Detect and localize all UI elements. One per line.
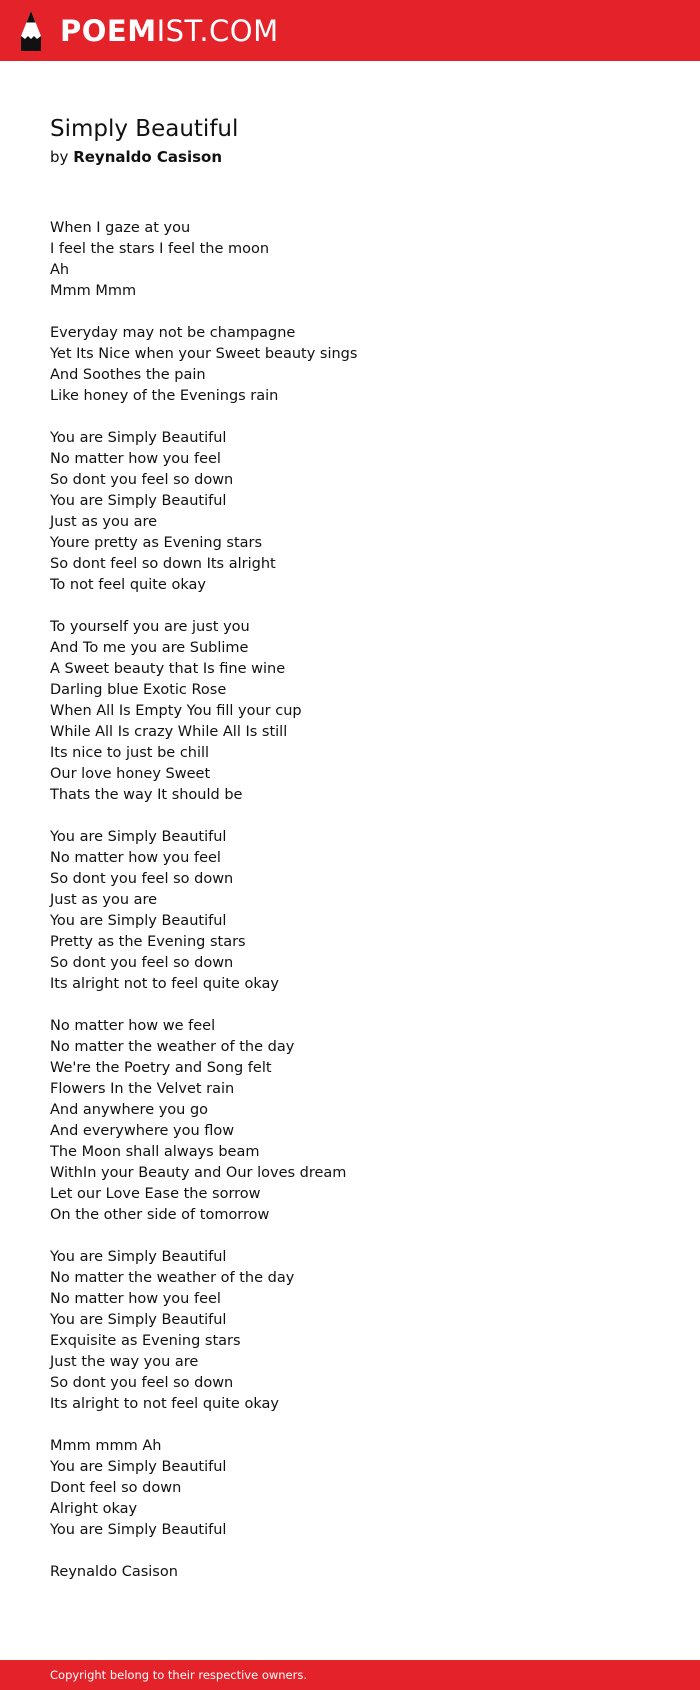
poem-line: And Soothes the pain [50, 367, 206, 383]
brand-bold-text: POEM [60, 14, 157, 48]
poem-line: Alright okay [50, 1501, 138, 1517]
poem-line: Pretty as the Evening stars [50, 934, 246, 950]
pencil-tip-icon [18, 10, 44, 52]
poem-line: No matter how you feel [50, 850, 221, 866]
poem-line: Mmm Mmm [50, 283, 137, 299]
poem-line: And anywhere you go [50, 1102, 209, 1118]
poem-line: I feel the stars I feel the moon [50, 241, 270, 257]
site-footer [0, 1660, 700, 1690]
poem-line: Let our Love Ease the sorrow [50, 1186, 261, 1202]
poem-line: And To me you are Sublime [50, 640, 249, 656]
poem-line: You are Simply Beautiful [50, 430, 227, 446]
poem-line: While All Is crazy While All Is still [50, 724, 288, 740]
poem-line: You are Simply Beautiful [50, 913, 227, 929]
poem-line: So dont you feel so down [50, 955, 234, 971]
poem-line: To not feel quite okay [50, 577, 206, 593]
poem-title: Simply Beautiful [50, 116, 239, 142]
poem-line: Like honey of the Evenings rain [50, 388, 279, 404]
poem-line: You are Simply Beautiful [50, 829, 227, 845]
poem-stanza [50, 218, 650, 302]
poem-line: Our love honey Sweet [50, 766, 211, 782]
poem-line: Dont feel so down [50, 1480, 182, 1496]
poem-line: No matter how you feel [50, 451, 221, 467]
poem-content [50, 113, 650, 1583]
poem-line: You are Simply Beautiful [50, 1522, 227, 1538]
poem-line: Flowers In the Velvet rain [50, 1081, 235, 1097]
poem-byline [50, 147, 650, 167]
poem-line: So dont you feel so down [50, 871, 234, 887]
poem-line: Everyday may not be champagne [50, 325, 296, 341]
site-header [0, 0, 700, 61]
poem-line: You are Simply Beautiful [50, 1312, 227, 1328]
poem-line: Mmm mmm Ah [50, 1438, 162, 1454]
brand-light-text: IST.COM [156, 14, 279, 48]
poem-line: Exquisite as Evening stars [50, 1333, 241, 1349]
poem-line: Darling blue Exotic Rose [50, 682, 227, 698]
poem-line: No matter the weather of the day [50, 1039, 295, 1055]
poem-line: You are Simply Beautiful [50, 493, 227, 509]
poem-line: So dont feel so down Its alright [50, 556, 276, 572]
poem-line: So dont you feel so down [50, 472, 234, 488]
byline-prefix: by [50, 148, 69, 166]
poem-line: Ah [50, 262, 70, 278]
poem-line: Just as you are [50, 892, 158, 908]
site-logo[interactable] [18, 10, 279, 52]
poem-line: When All Is Empty You fill your cup [50, 703, 302, 719]
poem-line: On the other side of tomorrow [50, 1207, 270, 1223]
site-brand [60, 10, 279, 52]
poem-line: Its nice to just be chill [50, 745, 210, 761]
poem-line: You are Simply Beautiful [50, 1459, 227, 1475]
poem-stanza [50, 1016, 650, 1226]
poem-line: We're the Poetry and Song felt [50, 1060, 272, 1076]
poem-line: To yourself you are just you [50, 619, 250, 635]
poem-line: Yet Its Nice when your Sweet beauty sings [50, 346, 358, 362]
poem-stanza [50, 1436, 650, 1541]
poem-line: A Sweet beauty that Is fine wine [50, 661, 286, 677]
poem-line: So dont you feel so down [50, 1375, 234, 1391]
poem-line: Youre pretty as Evening stars [50, 535, 263, 551]
poem-stanza [50, 827, 650, 995]
poem-line: Just as you are [50, 514, 158, 530]
poem-line: No matter how we feel [50, 1018, 216, 1034]
poem-stanza [50, 1247, 650, 1415]
poem-line: No matter the weather of the day [50, 1270, 295, 1286]
poem-line: No matter how you feel [50, 1291, 221, 1307]
poem-line: The Moon shall always beam [50, 1144, 260, 1160]
poem-line: Its alright not to feel quite okay [50, 976, 279, 992]
poem-line: Its alright to not feel quite okay [50, 1396, 279, 1412]
poem-stanza [50, 323, 650, 407]
footer-copyright: Copyright belong to their respective owners. [50, 1668, 308, 1682]
poem-line: WithIn your Beauty and Our loves dream [50, 1165, 347, 1181]
poem-signature: Reynaldo Casison [50, 1564, 178, 1580]
poem-author: Reynaldo Casison [73, 148, 223, 166]
poem-stanza [50, 428, 650, 596]
poem-stanza [50, 617, 650, 806]
poem-line: When I gaze at you [50, 220, 191, 236]
poem-body [50, 218, 650, 1541]
poem-line: And everywhere you flow [50, 1123, 235, 1139]
poem-line: Just the way you are [50, 1354, 199, 1370]
poem-line: Thats the way It should be [50, 787, 243, 803]
poem-line: You are Simply Beautiful [50, 1249, 227, 1265]
